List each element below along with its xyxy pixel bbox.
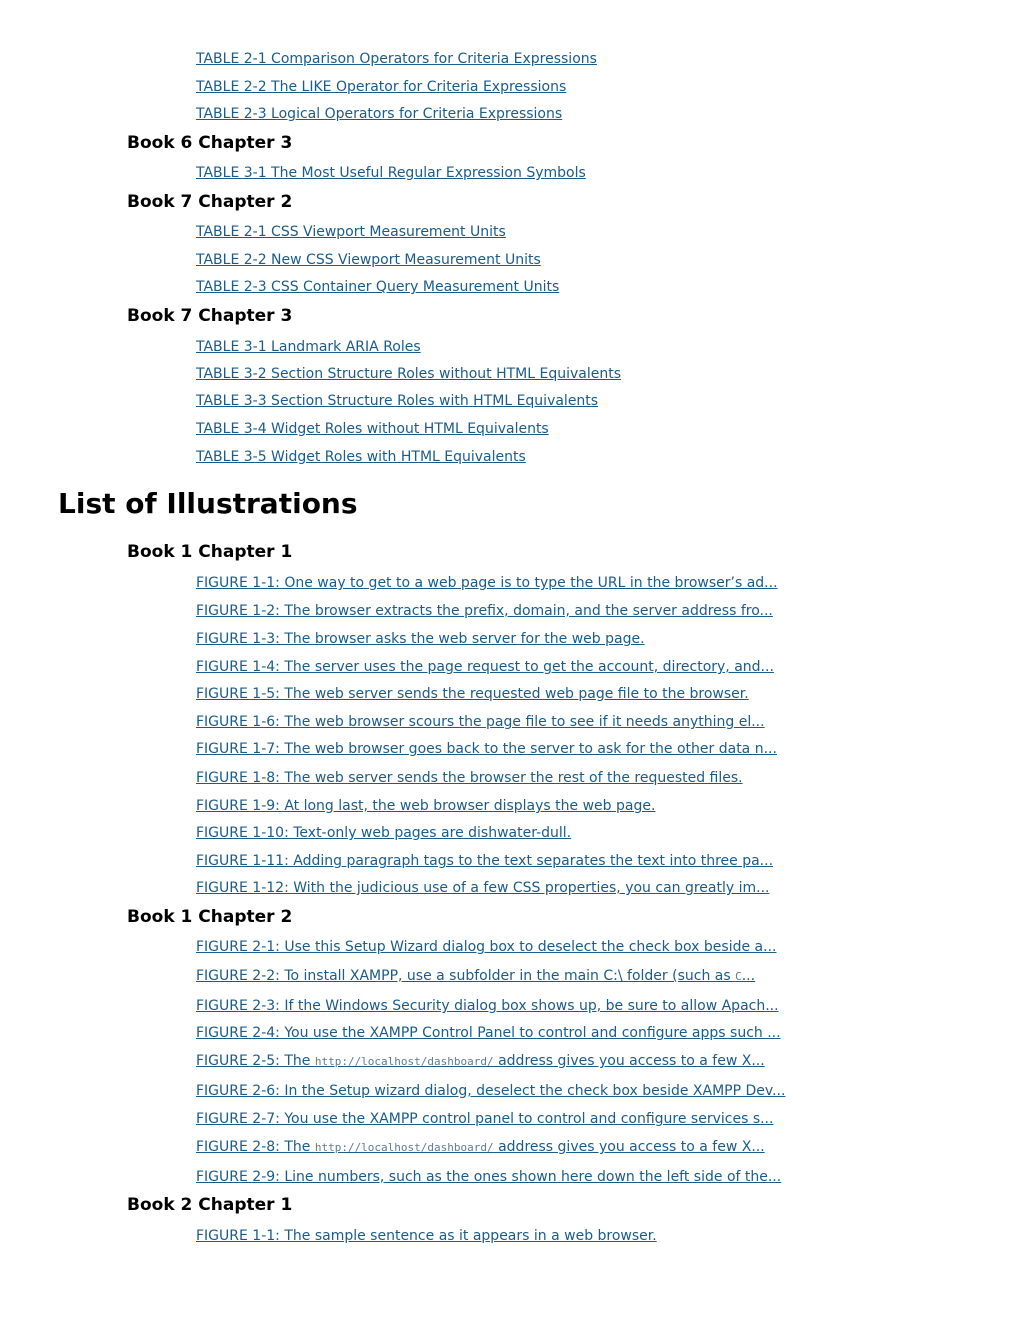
- link-text: FIGURE 1-6: The web browser scours the page file to see if it needs anything el...: [196, 714, 765, 730]
- figure-2-4-link[interactable]: [196, 1024, 781, 1042]
- figure-1-4-link[interactable]: [196, 658, 774, 676]
- figure-1-7-link[interactable]: [196, 740, 777, 758]
- link-text: FIGURE 1-9: At long last, the web browser displays the web page.: [196, 798, 656, 814]
- figure-1-2-link[interactable]: [196, 602, 773, 620]
- inline-code: http://localhost/dashboard/: [314, 1055, 494, 1068]
- link-text: TABLE 2-3 CSS Container Query Measurement Units: [196, 279, 560, 295]
- link-text: FIGURE 1-4: The server uses the page request to get the account, directory, and...: [196, 659, 774, 675]
- table-3-1-link[interactable]: [196, 338, 421, 356]
- link-text: TABLE 3-1 Landmark ARIA Roles: [196, 339, 421, 355]
- chapter-heading-book-2-chapter-1: Book 2 Chapter 1: [127, 1195, 293, 1215]
- figure-2-3-link[interactable]: [196, 997, 779, 1015]
- table-2-3-link[interactable]: [196, 105, 562, 123]
- figure-1-12-link[interactable]: [196, 879, 770, 897]
- table-2-1-link[interactable]: [196, 223, 506, 241]
- figure-1-1-link[interactable]: [196, 574, 778, 592]
- figure-2-5-link[interactable]: [196, 1052, 765, 1071]
- figure-1-6-link[interactable]: [196, 713, 765, 731]
- link-text-tail: address gives you access to a few X...: [493, 1139, 765, 1155]
- table-3-1-link[interactable]: [196, 164, 586, 182]
- table-2-2-link[interactable]: [196, 78, 566, 96]
- chapter-heading-book-7-chapter-3: Book 7 Chapter 3: [127, 306, 293, 326]
- link-text: TABLE 2-1 Comparison Operators for Criteria Expressions: [196, 51, 597, 67]
- table-3-3-link[interactable]: [196, 392, 598, 410]
- link-text-tail: ...: [741, 968, 756, 984]
- link-text: FIGURE 1-8: The web server sends the browser the rest of the requested files.: [196, 770, 743, 786]
- link-text: TABLE 3-3 Section Structure Roles with HTML Equivalents: [196, 393, 599, 409]
- figure-1-9-link[interactable]: [196, 797, 655, 815]
- figure-2-6-link[interactable]: [196, 1082, 785, 1100]
- link-text: TABLE 3-2 Section Structure Roles without HTML Equivalents: [196, 366, 622, 382]
- link-text: TABLE 2-2 The LIKE Operator for Criteria Expressions: [196, 79, 567, 95]
- figure-2-1-link[interactable]: [196, 938, 776, 956]
- link-text: FIGURE 1-1: The sample sentence as it appears in a web browser.: [196, 1228, 657, 1244]
- link-text: FIGURE 2-3: If the Windows Security dialog box shows up, be sure to allow Apach...: [196, 998, 779, 1014]
- link-text: FIGURE 2-7: You use the XAMPP control panel to control and configure services s...: [196, 1111, 774, 1127]
- link-text: FIGURE 1-12: With the judicious use of a few CSS properties, you can greatly im...: [196, 880, 770, 896]
- link-text: FIGURE 1-3: The browser asks the web server for the web page.: [196, 631, 645, 647]
- link-text-tail: address gives you access to a few X...: [493, 1053, 765, 1069]
- figure-1-10-link[interactable]: [196, 824, 571, 842]
- chapter-heading-book-6-chapter-3: Book 6 Chapter 3: [127, 133, 293, 153]
- link-text: FIGURE 2-9: Line numbers, such as the ones shown here down the left side of the...: [196, 1169, 782, 1185]
- figure-1-8-link[interactable]: [196, 769, 743, 787]
- link-text: FIGURE 1-10: Text-only web pages are dishwater-dull.: [196, 825, 572, 841]
- link-text: FIGURE 2-6: In the Setup wizard dialog, deselect the check box beside XAMPP Dev...: [196, 1083, 786, 1099]
- link-text: TABLE 2-2 New CSS Viewport Measurement Units: [196, 252, 541, 268]
- table-3-5-link[interactable]: [196, 448, 526, 466]
- link-text: FIGURE 2-1: Use this Setup Wizard dialog box to deselect the check box beside a...: [196, 939, 777, 955]
- table-3-4-link[interactable]: [196, 420, 549, 438]
- link-text: FIGURE 1-5: The web server sends the requested web page file to the browser.: [196, 686, 749, 702]
- chapter-heading-book-7-chapter-2: Book 7 Chapter 2: [127, 192, 293, 212]
- link-text: FIGURE 2-8: The: [196, 1139, 315, 1155]
- figure-2-7-link[interactable]: [196, 1110, 773, 1128]
- chapter-heading-book-1-chapter-1: Book 1 Chapter 1: [127, 542, 293, 562]
- link-text: FIGURE 2-4: You use the XAMPP Control Panel to control and configure apps such ...: [196, 1025, 781, 1041]
- link-text: TABLE 3-5 Widget Roles with HTML Equivalents: [196, 449, 526, 465]
- table-3-2-link[interactable]: [196, 365, 621, 383]
- inline-code: http://localhost/dashboard/: [314, 1141, 494, 1154]
- inline-code: C: [735, 970, 742, 983]
- figure-1-11-link[interactable]: [196, 852, 773, 870]
- section-heading: List of Illustrations: [58, 487, 358, 520]
- table-2-1-link[interactable]: [196, 50, 597, 68]
- figure-1-1-link[interactable]: [196, 1227, 657, 1245]
- link-text: FIGURE 1-2: The browser extracts the prefix, domain, and the server address fro...: [196, 603, 773, 619]
- figure-1-5-link[interactable]: [196, 685, 749, 703]
- table-2-2-link[interactable]: [196, 251, 541, 269]
- link-text: FIGURE 2-5: The: [196, 1053, 315, 1069]
- link-text: TABLE 3-1 The Most Useful Regular Expression Symbols: [196, 165, 586, 181]
- link-text: TABLE 2-1 CSS Viewport Measurement Units: [196, 224, 506, 240]
- figure-2-8-link[interactable]: [196, 1138, 765, 1157]
- figure-2-2-link[interactable]: [196, 967, 755, 986]
- figure-2-9-link[interactable]: [196, 1168, 781, 1186]
- link-text: FIGURE 1-1: One way to get to a web page is to type the URL in the browser’s ad...: [196, 575, 778, 591]
- link-text: TABLE 2-3 Logical Operators for Criteria Expressions: [196, 106, 563, 122]
- figure-1-3-link[interactable]: [196, 630, 645, 648]
- chapter-heading-book-1-chapter-2: Book 1 Chapter 2: [127, 907, 293, 927]
- link-text: FIGURE 1-11: Adding paragraph tags to the text separates the text into three pa...: [196, 853, 774, 869]
- link-text: TABLE 3-4 Widget Roles without HTML Equivalents: [196, 421, 549, 437]
- link-text: FIGURE 2-2: To install XAMPP, use a subfolder in the main C:\ folder (such as: [196, 968, 736, 984]
- table-2-3-link[interactable]: [196, 278, 559, 296]
- link-text: FIGURE 1-7: The web browser goes back to the server to ask for the other data n...: [196, 741, 777, 757]
